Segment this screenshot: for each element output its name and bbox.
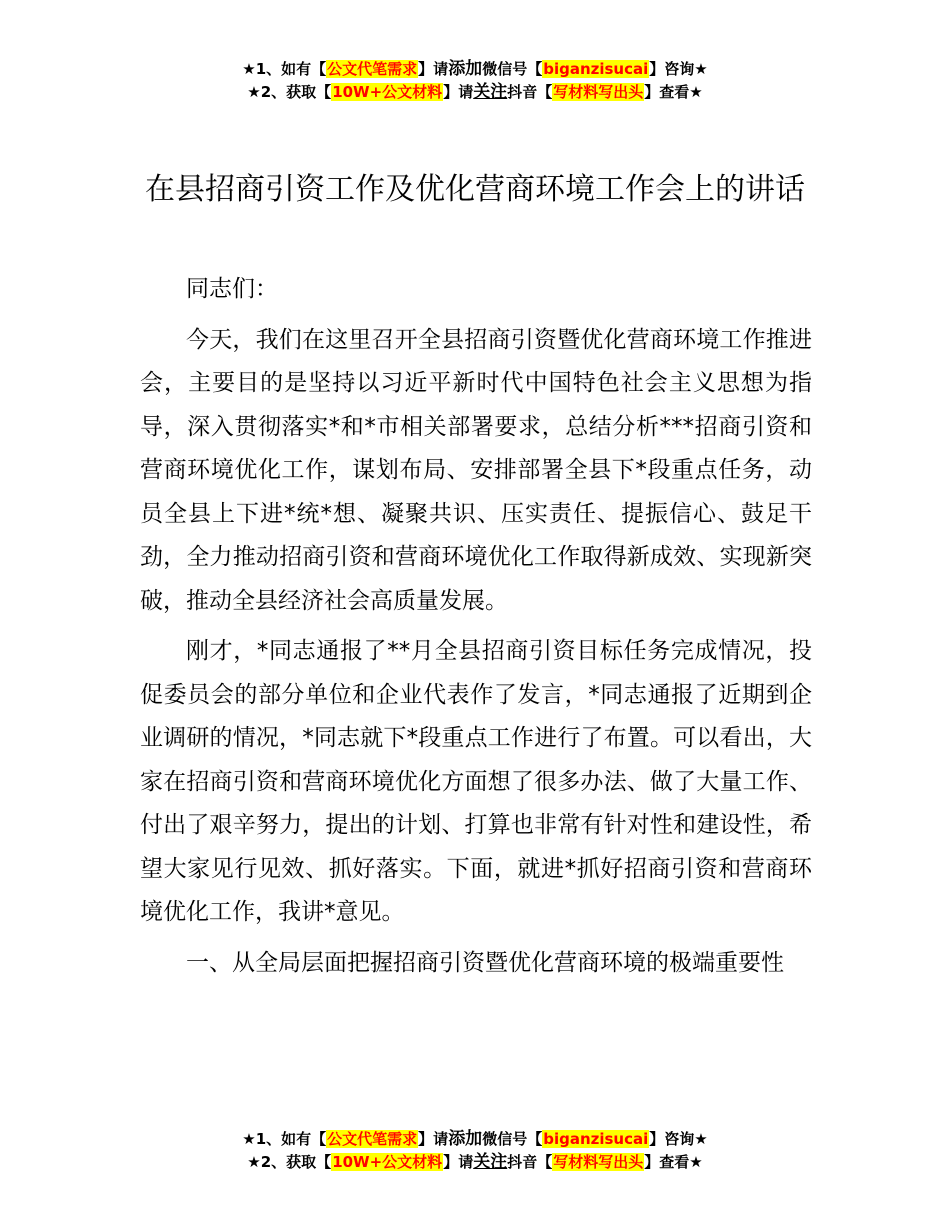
- highlight-wechat-id: biganzisucai: [543, 60, 649, 78]
- document-title: 在县招商引资工作及优化营商环境工作会上的讲话: [145, 172, 805, 207]
- promo-line-2: ★2、获取【10W+公文材料】请关注抖音【写材料写出头】查看★: [247, 1152, 703, 1172]
- paragraph: 刚才，*同志通报了**月全县招商引资目标任务完成情况，投促委员会的部分单位和企业代表作了发言，*同志通报了近期到企业调研的情况，*同志就下*段重点工作进行了布置。可以看出，大家在招商引资和营商环境优化方面想了很多办法、做了大量工作、付出了艰辛努力，提出的计划、打算也非常有针对性和建设性，希望大家见行见效、抓好落实。下面，就进*抓好招商引资和营商环境优化工作，我讲*意见。: [140, 638, 812, 925]
- section-heading: 一、从全局层面把握招商引资暨优化营商环境的极端重要性: [186, 949, 784, 976]
- highlight-wechat-id: biganzisucai: [543, 1130, 649, 1148]
- header-promo-banner: [0, 58, 950, 104]
- highlight-douyin-account: 写材料写出头: [553, 1153, 644, 1171]
- document-body: [140, 268, 812, 985]
- promo-line-1: ★1、如有【公文代笔需求】请添加微信号【biganzisucai】咨询★: [242, 1129, 708, 1149]
- footer-promo-banner: [0, 1128, 950, 1174]
- paragraph: 今天，我们在这里召开全县招商引资暨优化营商环境工作推进会，主要目的是坚持以习近平新时代中国特色社会主义思想为指导，深入贯彻落实*和*市相关部署要求，总结分析***招商引资和营商环境优化工作，谋划布局、安排部署全县下*段重点任务，动员全县上下进*统*想、凝聚共识、压实责任、提振信心、鼓足干劲，全力推动招商引资和营商环境优化工作取得新成效、实现新突破，推动全县经济社会高质量发展。: [140, 326, 813, 614]
- promo-line-2: ★2、获取【10W+公文材料】请关注抖音【写材料写出头】查看★: [247, 82, 703, 102]
- highlight-service: 公文代笔需求: [327, 60, 418, 78]
- salutation: 同志们：: [186, 276, 278, 302]
- highlight-douyin-account: 写材料写出头: [553, 83, 644, 101]
- highlight-materials: 10W+公文材料: [332, 1153, 443, 1171]
- promo-line-1: ★1、如有【公文代笔需求】请添加微信号【biganzisucai】咨询★: [242, 59, 708, 79]
- highlight-service: 公文代笔需求: [327, 1130, 418, 1148]
- highlight-materials: 10W+公文材料: [332, 83, 443, 101]
